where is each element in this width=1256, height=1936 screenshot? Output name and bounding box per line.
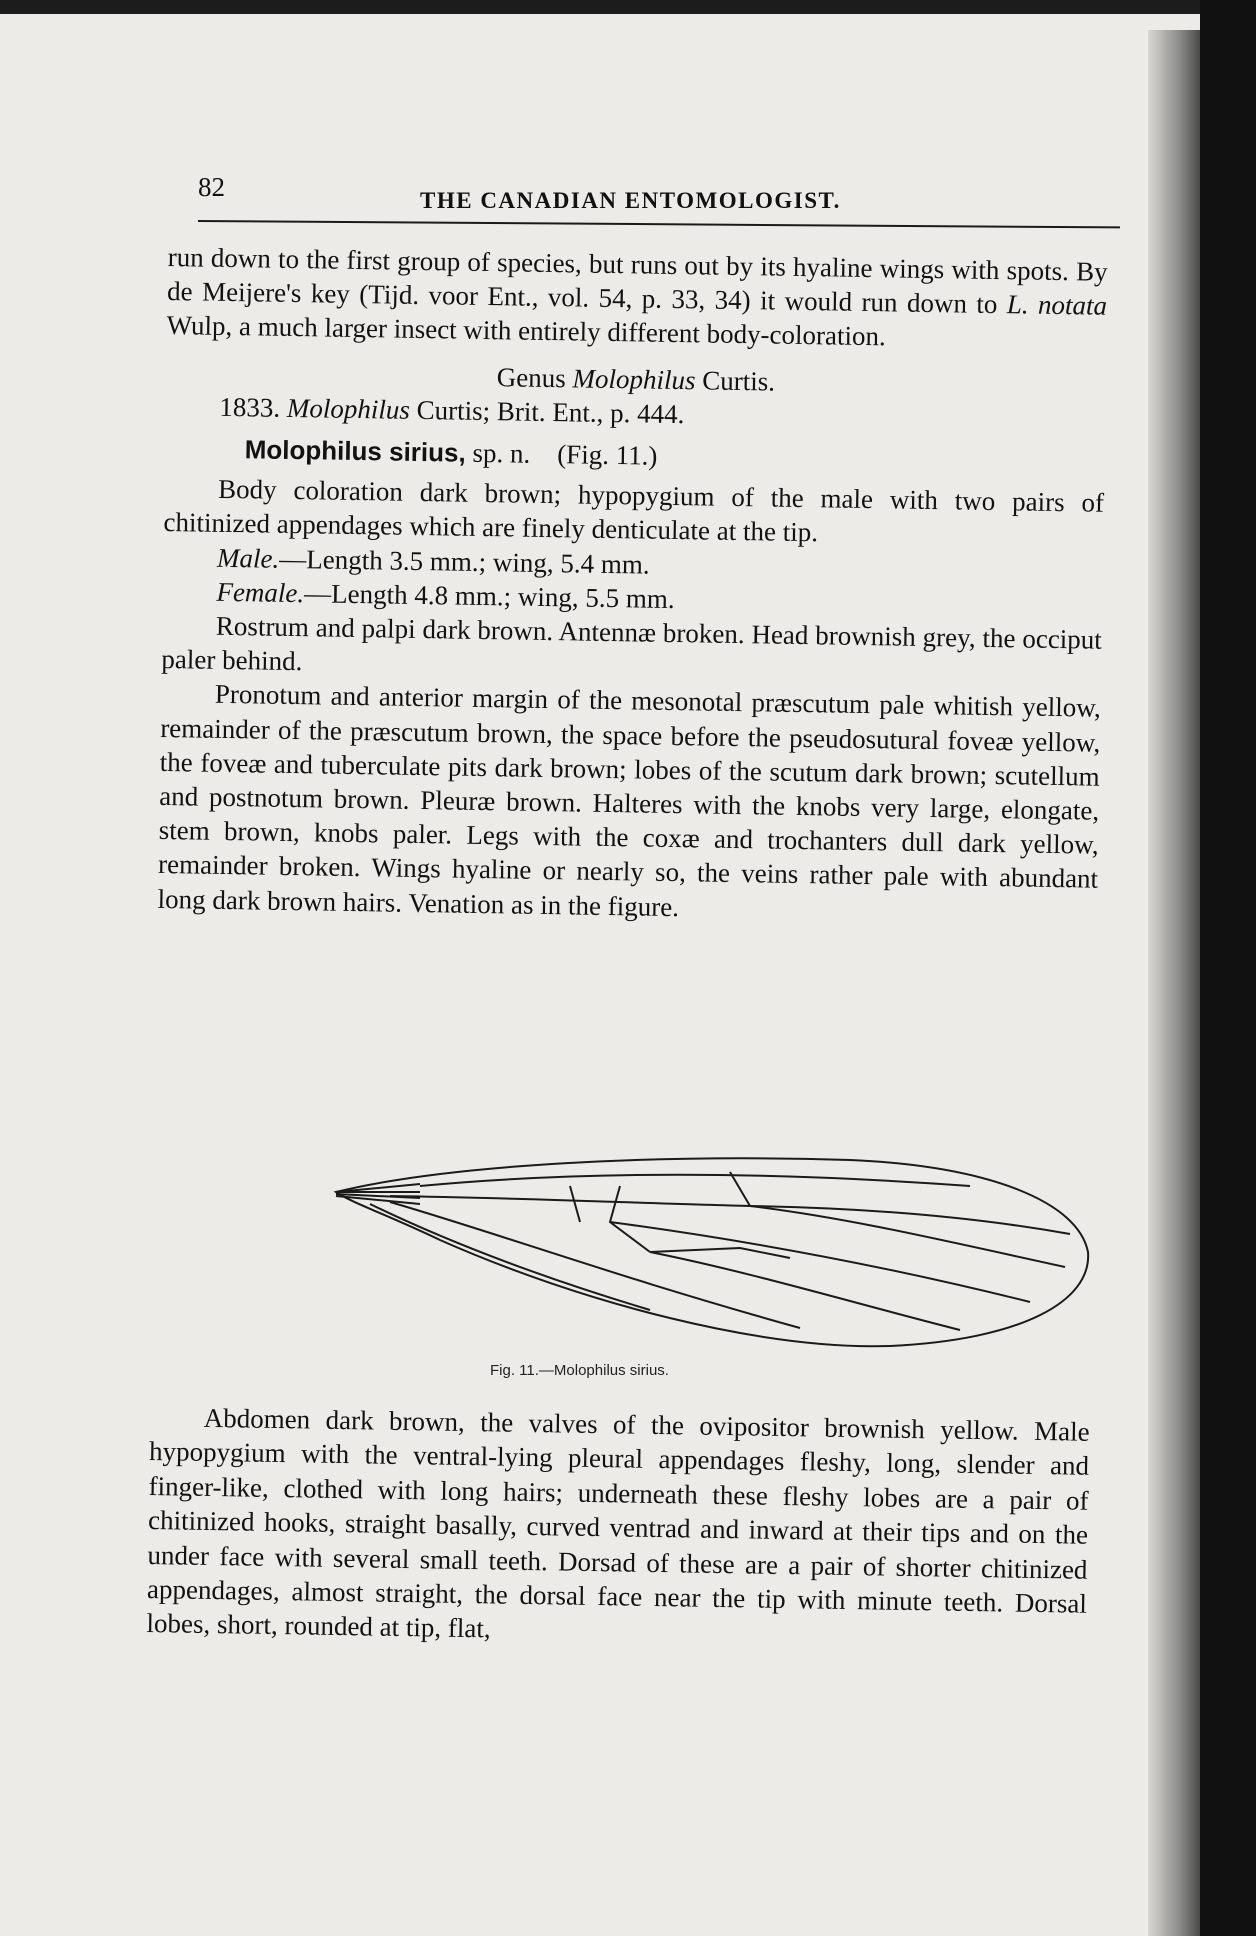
wing-vein-rs xyxy=(390,1196,1070,1234)
page-number: 82 xyxy=(198,172,225,202)
page-gutter-shadow xyxy=(1148,30,1200,1936)
wing-vein-an xyxy=(370,1204,650,1310)
wing-vein-m3 xyxy=(650,1252,960,1330)
running-head xyxy=(198,172,1118,220)
main-text-continued xyxy=(146,1400,1090,1656)
head-paragraph: Rostrum and palpi dark brown. Antennæ broken. Head brownish grey, the occiput paler behind. xyxy=(161,610,1103,677)
genus-reference: 1833. Molophilus Curtis; Brit. Ent., p. 444. xyxy=(219,391,685,429)
wing-venation-figure xyxy=(330,1152,1100,1352)
wing-vein-cu xyxy=(390,1202,800,1328)
scan-border-top xyxy=(0,0,1256,14)
wing-crossvein-1 xyxy=(610,1186,650,1252)
continuation-paragraph: run down to the first group of species, but runs out by its hyaline wings with spots. By de Meijere's key (Tijd. voor Ent., vol. 54, p. 33, 34) it would run down to L. notata Wulp, a much larger insect with entirely different body-coloration. xyxy=(166,241,1108,352)
genus-heading: Genus Molophilus Curtis. xyxy=(496,361,776,397)
wing-crossvein-4 xyxy=(570,1186,580,1222)
species-heading: Molophilus sirius, sp. n. (Fig. 11.) xyxy=(244,434,658,471)
wing-crossvein-2 xyxy=(730,1172,750,1206)
wing-outline xyxy=(336,1158,1088,1346)
thorax-paragraph: Pronotum and anterior margin of the mesonotal præscutum pale whitish yellow, remainder of the præscutum brown, the space before the pseudosutural foveæ yellow, the foveæ and tuberculate pits dark brown; lobes of the scutum dark brown; scutellum and postnotum brown. Pleuræ brown. Halteres with the knobs very large, elongate, stem brown, knobs paler. Legs with the coxæ and trochanters dull dark yellow, remainder broken. Wings hyaline or nearly so, the veins rather pale with abundant long dark brown hairs. Venation as in the figure. xyxy=(157,679,1101,922)
wing-costa xyxy=(336,1184,420,1204)
journal-title: THE CANADIAN ENTOMOLOGIST. xyxy=(420,188,841,213)
wing-vein-r3 xyxy=(750,1206,1065,1267)
male-measurements: Male.—Length 3.5 mm.; wing, 5.4 mm. xyxy=(216,542,650,580)
wing-vein-r1 xyxy=(420,1175,970,1186)
diagnosis-paragraph: Body coloration dark brown; hypopygium of the male with two pairs of chitinized appendages which are finely denticulate at the tip. xyxy=(163,474,1105,548)
main-text xyxy=(157,240,1108,931)
figure-caption: Fig. 11.—Molophilus sirius. xyxy=(490,1362,669,1379)
female-measurements: Female.—Length 4.8 mm.; wing, 5.5 mm. xyxy=(216,576,675,614)
scan-border-right xyxy=(1200,0,1256,1936)
abdomen-paragraph: Abdomen dark brown, the valves of the ovipositor brownish yellow. Male hypopygium with the ventral-lying pleural appendages fleshy, long, slender and finger-like, clothed with long hairs; underneath these fleshy lobes are a pair of chitinized hooks, straight basally, curved ventrad and inward at their tips and on the under face with several small teeth. Dorsad of these are a pair of shorter chitinized appendages, almost straight, the dorsal face near the tip with minute teeth. Dorsal lobes, short, rounded at tip, flat, xyxy=(146,1402,1090,1644)
